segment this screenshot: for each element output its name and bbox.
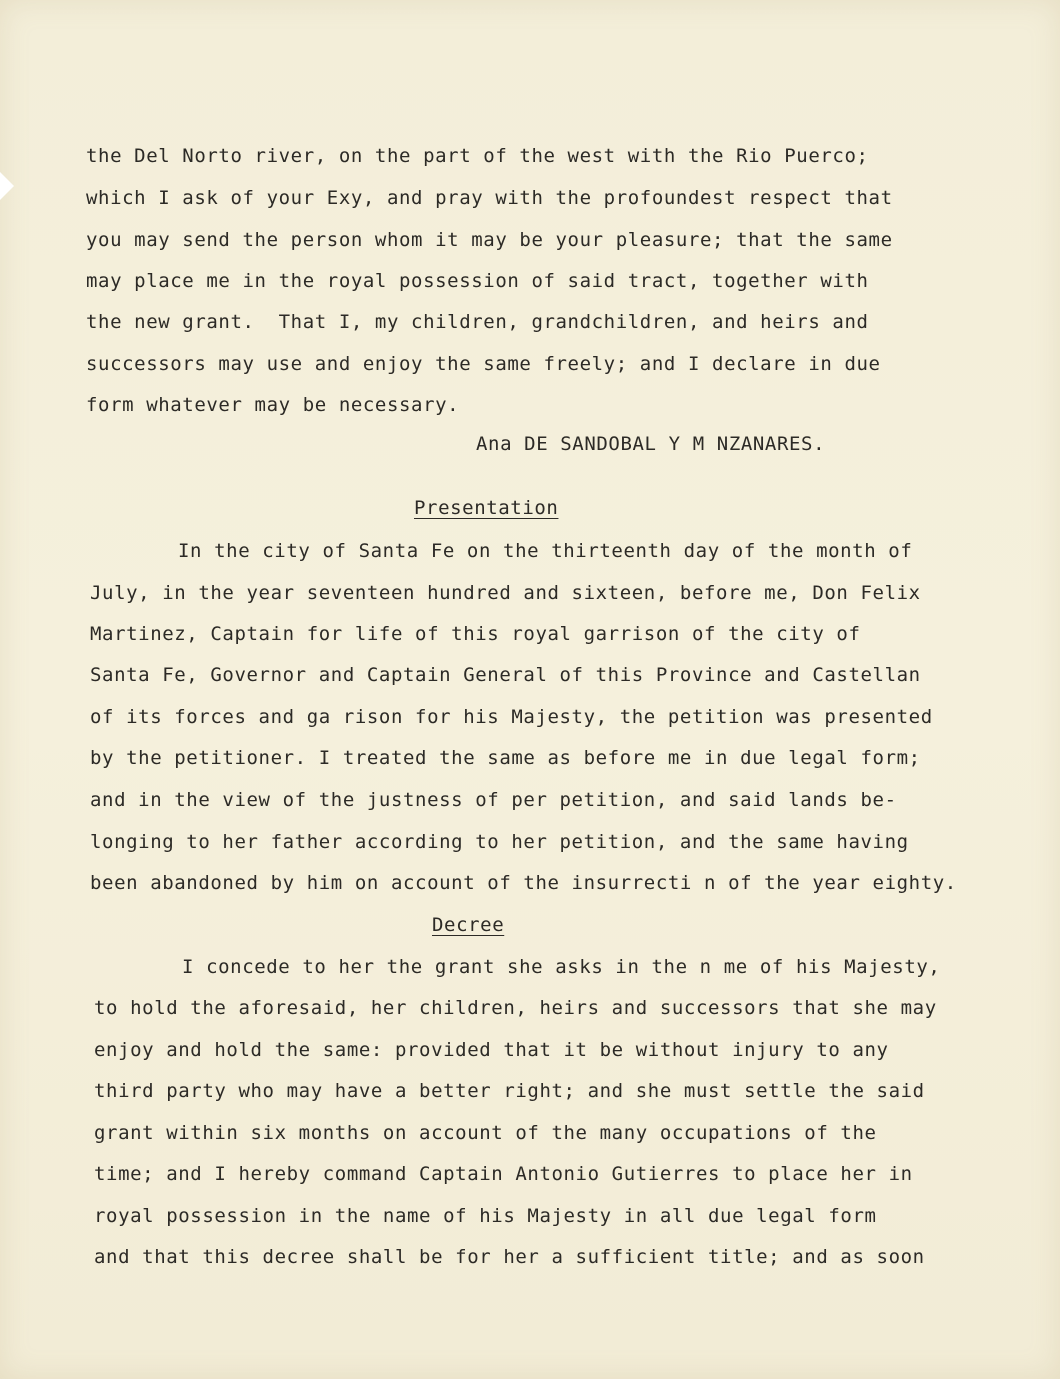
body-line: by the petitioner. I treated the same as before me in due legal form; bbox=[90, 747, 921, 769]
decree-heading: Decree bbox=[432, 914, 505, 936]
body-line: third party who may have a better right; and she must settle the said bbox=[94, 1080, 925, 1102]
body-line: Martinez, Captain for life of this royal garrison of the city of bbox=[90, 623, 861, 645]
body-line: royal possession in the name of his Majesty in all due legal form bbox=[94, 1205, 877, 1227]
body-line: you may send the person whom it may be your pleasure; that the same bbox=[86, 229, 893, 251]
body-line: of its forces and ga rison for his Majesty, the petition was presented bbox=[90, 706, 933, 728]
body-line: to hold the aforesaid, her children, heirs and successors that she may bbox=[94, 997, 937, 1019]
body-line: may place me in the royal possession of said tract, together with bbox=[86, 270, 869, 292]
body-line: successors may use and enjoy the same freely; and I declare in due bbox=[86, 353, 881, 375]
body-line: and in the view of the justness of per petition, and said lands be- bbox=[90, 789, 897, 811]
body-line: been abandoned by him on account of the insurrecti n of the year eighty. bbox=[90, 872, 957, 894]
body-line: form whatever may be necessary. bbox=[86, 394, 460, 416]
body-line: I concede to her the grant she asks in the n me of his Majesty, bbox=[182, 956, 941, 978]
body-line: grant within six months on account of the many occupations of the bbox=[94, 1122, 877, 1144]
body-line: and that this decree shall be for her a sufficient title; and as soon bbox=[94, 1246, 925, 1268]
body-line: In the city of Santa Fe on the thirteenth day of the month of bbox=[178, 540, 913, 562]
signature-line: Ana DE SANDOBAL Y M NZANARES. bbox=[476, 433, 826, 455]
body-line: time; and I hereby command Captain Antonio Gutierres to place her in bbox=[94, 1163, 913, 1185]
body-line: enjoy and hold the same: provided that it be without injury to any bbox=[94, 1039, 889, 1061]
body-line: the Del Norto river, on the part of the west with the Rio Puerco; bbox=[86, 145, 869, 167]
body-line: July, in the year seventeen hundred and sixteen, before me, Don Felix bbox=[90, 582, 921, 604]
body-line: the new grant. That I, my children, grandchildren, and heirs and bbox=[86, 311, 869, 333]
paper-edge-notch bbox=[0, 172, 14, 200]
body-line: longing to her father according to her petition, and the same having bbox=[90, 831, 909, 853]
body-line: which I ask of your Exy, and pray with the profoundest respect that bbox=[86, 187, 893, 209]
presentation-heading: Presentation bbox=[414, 497, 559, 519]
body-line: Santa Fe, Governor and Captain General of this Province and Castellan bbox=[90, 664, 921, 686]
